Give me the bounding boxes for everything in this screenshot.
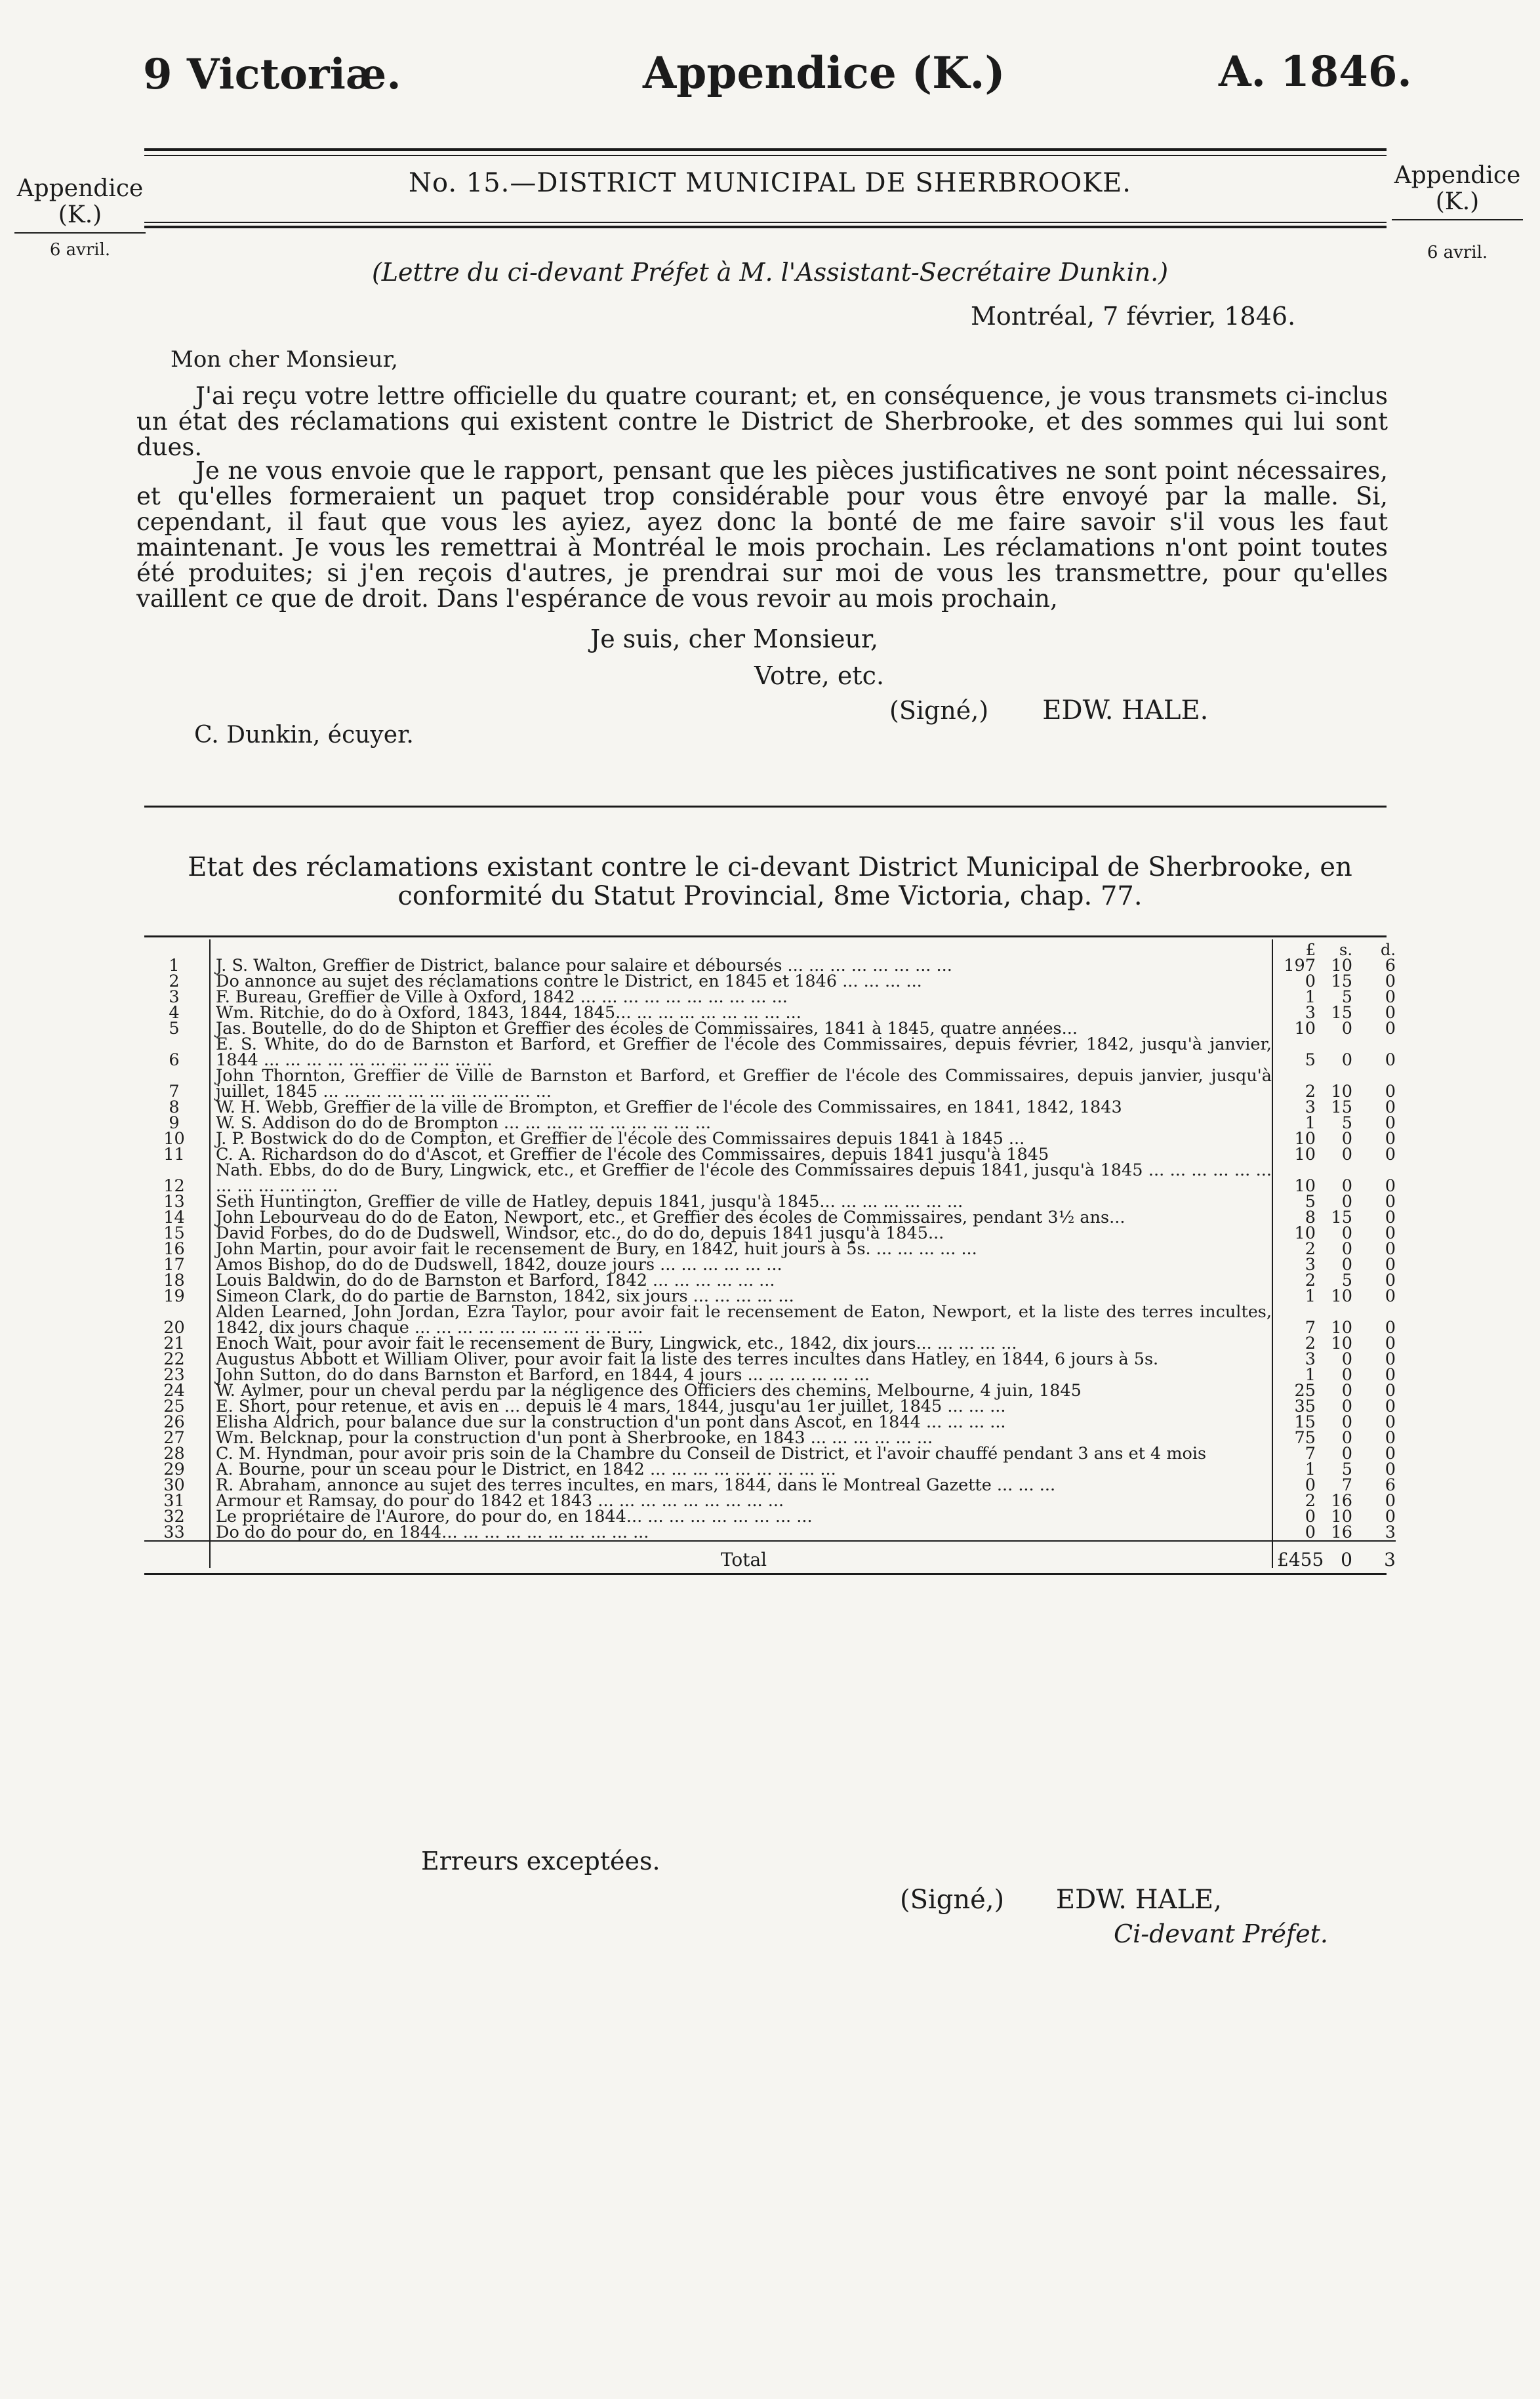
row-shillings: 0 [1341,1444,1352,1464]
row-number: 15 [144,1225,210,1241]
header-description-cell [210,939,1272,958]
table-rule-top [144,935,1387,937]
row-number: 3 [144,989,210,1005]
row-pence: 0 [1385,1318,1396,1338]
row-pence: 0 [1385,1349,1396,1369]
row-shillings: 0 [1341,1397,1352,1416]
row-number: 29 [144,1462,210,1477]
row-number: 11 [144,1147,210,1162]
row-shillings: 7 [1341,1475,1352,1495]
row-description-text: R. Abraham, annonce au sujet des terres incultes, en mars, 1844, dans le Montreal Gazette ... ... ... [216,1475,1056,1495]
row-number: 5 [144,1021,210,1036]
row-description-text: Enoch Wait, pour avoir fait le recensement de Bury, Lingwick, etc., 1842, dix jours... ... ... ... ... [216,1334,1017,1353]
row-description-text: W. H. Webb, Greffier de la ville de Brompton, et Greffier de l'école des Commissaires, en 1841, 1842, 1843 [216,1097,1122,1117]
margin-note-code: (K.) [1435,188,1480,215]
row-number: 13 [144,1194,210,1210]
margin-note-rule [1392,219,1523,220]
row-number: 19 [144,1288,210,1304]
title-rule-bottom [144,226,1387,228]
letter-date: Montréal, 7 février, 1846. [971,302,1296,331]
row-description-text: John Thornton, Greffier de Ville de Barnston et Barford, et Greffier de l'école des Commissaires, depuis janvier, jusqu'à juillet, 1845 ... ... ... ... ... ... ... ... ... ... ... [216,1066,1272,1101]
header-number-cell [144,939,210,958]
row-description-text: Le propriétaire de l'Aurore, do pour do, en 1844... ... ... ... ... ... ... ... ... [216,1507,813,1527]
row-pence: 0 [1385,1507,1396,1527]
row-description-text: Louis Baldwin, do do de Barnston et Barford, 1842 ... ... ... ... ... ... [216,1271,775,1290]
row-shillings: 10 [1331,1507,1352,1527]
row-description-text: C. M. Hyndman, pour avoir pris soin de la Chambre du Conseil de District, et l'avoir chauffé pendant 3 ans et 4 mois [216,1444,1207,1464]
row-pounds: 2 [1305,1334,1316,1353]
row-shillings: 0 [1341,1349,1352,1369]
row-shillings: 5 [1341,987,1352,1007]
row-pounds: 7 [1305,1444,1316,1464]
row-number: 8 [144,1099,210,1115]
row-pounds: 2 [1305,1082,1316,1101]
row-shillings: 10 [1331,1318,1352,1338]
row-pence: 0 [1385,1271,1396,1290]
row-number: 27 [144,1430,210,1446]
total-pence: 3 [1352,1541,1396,1568]
table-row [144,1162,1396,1194]
row-shillings: 0 [1341,1255,1352,1275]
margin-note-date: 6 avril. [49,240,111,260]
row-pence: 0 [1385,1428,1396,1448]
header-rule-top [144,148,1387,151]
table-row [144,1068,1396,1099]
row-pounds: 2 [1305,1239,1316,1259]
row-description-text: E. S. White, do do de Barnston et Barford, et Greffier de l'école des Commissaires, depuis février, 1842, jusqu'à janvier, 1844 ... ... ... ... ... ... ... ... ... ... ... [216,1035,1272,1070]
table-total-row [144,1541,1396,1568]
statement-heading: Etat des réclamations existant contre le ci-devant District Municipal de Sherbrooke, en conformité du Statut Provincial, 8me Victoria, chap. 77. [188,852,1352,911]
header-rule-top-thin [144,155,1387,156]
total-label [210,1541,1272,1568]
row-description-text: J. P. Bostwick do do de Compton, et Greffier de l'école des Commissaires depuis 1841 à 1845 ... [216,1129,1025,1149]
footer-signature [900,1885,1222,1915]
margin-note-label: Appendice [16,175,144,202]
row-shillings: 10 [1331,1286,1352,1306]
row-shillings: 0 [1341,1192,1352,1212]
row-pounds: 0 [1305,1475,1316,1495]
row-pounds: 3 [1305,1255,1316,1275]
row-pence: 0 [1385,1444,1396,1464]
row-pounds: 7 [1305,1318,1316,1338]
row-description [210,1036,1272,1068]
signatory-name: EDW. HALE, [1055,1885,1222,1915]
row-pounds: 10 [1294,1129,1316,1149]
table-row [144,1304,1396,1336]
row-shillings: 0 [1341,1223,1352,1243]
title-rule-bottom-thin [144,222,1387,223]
row-number: 25 [144,1399,210,1414]
row-shillings: 0 [1341,1129,1352,1149]
row-pounds: 10 [1294,1223,1316,1243]
running-header-left: 9 Victoriæ. [143,50,401,99]
row-pence: 0 [1385,1412,1396,1432]
row-shillings: 0 [1341,1365,1352,1385]
total-shillings: 0 [1316,1541,1352,1568]
paragraph-text: J'ai reçu votre lettre officielle du quatre courant; et, en conséquence, je vous transmets ci-inclus un état des réclamations qui existent contre le District de Sherbrooke, et des sommes qui lui sont dues. [136,382,1388,461]
row-pence: 0 [1385,1003,1396,1023]
row-pounds: 8 [1305,1208,1316,1227]
row-pounds: 197 [1284,956,1316,975]
row-number: 2 [144,974,210,989]
row-pence: 0 [1385,1365,1396,1385]
row-pence: 0 [1385,1192,1396,1212]
row-number: 14 [144,1210,210,1225]
row-description [210,1304,1272,1336]
row-number: 6 [144,1036,210,1068]
running-header-right: A. 1846. [1219,47,1412,96]
row-pounds: 5 [1305,1050,1316,1070]
row-description-text: Amos Bishop, do do de Dudswell, 1842, douze jours ... ... ... ... ... ... [216,1255,782,1275]
row-number: 1 [144,958,210,974]
table-rule-bottom [144,1573,1387,1575]
row-pence: 0 [1385,1129,1396,1149]
row-number: 24 [144,1383,210,1399]
row-number: 4 [144,1005,210,1021]
row-description [210,1162,1272,1194]
row-pence: 0 [1385,1019,1396,1038]
row-description-text: Augustus Abbott et William Oliver, pour avoir fait la liste des terres incultes dans Hatley, en 1844, 6 jours à 5s. [216,1349,1159,1369]
row-description-text: Do annonce au sujet des réclamations contre le District, en 1845 et 1846 ... ... ... ... [216,972,922,991]
row-description-text: Elisha Aldrich, pour balance due sur la construction d'un pont dans Ascot, en 1844 ... ... ... ... [216,1412,1006,1432]
row-shillings: 0 [1341,1428,1352,1448]
row-shillings: 0 [1341,1412,1352,1432]
row-shillings: 0 [1341,1145,1352,1164]
row-pounds: 10 [1294,1176,1316,1196]
row-number: 21 [144,1336,210,1351]
row-pence: 3 [1385,1523,1396,1542]
row-pounds: 1 [1305,1460,1316,1479]
row-description-text: F. Bureau, Greffier de Ville à Oxford, 1842 ... ... ... ... ... ... ... ... ... ... [216,987,788,1007]
row-number: 17 [144,1257,210,1273]
row-shillings: 15 [1331,972,1352,991]
row-pounds: 10 [1294,1145,1316,1164]
letter-recipient: C. Dunkin, écuyer. [194,722,414,748]
row-shillings: 16 [1331,1523,1352,1542]
header-shillings: s. [1339,941,1352,959]
row-description-text: John Sutton, do do dans Barnston et Barford, en 1844, 4 jours ... ... ... ... ... ... [216,1365,870,1385]
row-pounds: 0 [1305,1523,1316,1542]
margin-note-left [14,176,146,260]
row-number: 20 [144,1304,210,1336]
row-pence: 0 [1385,987,1396,1007]
section-rule [144,806,1387,808]
table-header-row [144,939,1396,958]
row-description-text: David Forbes, do do de Dudswell, Windsor, etc., do do do, depuis 1841 jusqu'à 1845... [216,1223,944,1243]
signed-label: (Signé,) [889,696,989,725]
row-number: 10 [144,1131,210,1147]
row-shillings: 15 [1331,1208,1352,1227]
row-number: 18 [144,1273,210,1288]
row-description-text: Wm. Belcknap, pour la construction d'un pont à Sherbrooke, en 1843 ... ... ... ... ... ... [216,1428,933,1448]
row-number: 7 [144,1068,210,1099]
claims-table-wrapper [144,939,1396,1568]
row-shillings: 10 [1331,1082,1352,1101]
row-pounds: 1 [1305,1286,1316,1306]
row-pence: 0 [1385,1381,1396,1401]
row-pounds: 0 [1305,972,1316,991]
row-number: 28 [144,1446,210,1462]
row-description-text: C. A. Richardson do do d'Ascot, et Greffier de l'école des Commissaires, depuis 1841 jusqu'à 1845 [216,1145,1049,1164]
row-pounds: 3 [1305,1003,1316,1023]
row-description-text: Armour et Ramsay, do pour do 1842 et 1843 ... ... ... ... ... ... ... ... ... [216,1491,784,1511]
row-pounds: 35 [1294,1397,1316,1416]
row-shillings: 0 [1341,1381,1352,1401]
claims-table [144,939,1396,1568]
row-shillings: 5 [1341,1460,1352,1479]
margin-note-right [1392,163,1523,262]
row-description-text: W. S. Addison do do de Brompton ... ... ... ... ... ... ... ... ... ... [216,1113,712,1133]
row-description-text: Nath. Ebbs, do do de Bury, Lingwick, etc., et Greffier de l'école des Commissaires depuis 1841, jusqu'à 1845 ... ... ... ... ... ... ... ... ... ... ... ... [216,1160,1272,1196]
row-pence: 0 [1385,1145,1396,1164]
row-pence: 0 [1385,1208,1396,1227]
row-number: 23 [144,1367,210,1383]
row-shillings: 5 [1341,1271,1352,1290]
row-description-text: E. Short, pour retenue, et avis en ... depuis le 4 mars, 1844, jusqu'au 1er juillet, 1845 ... ... ... [216,1397,1006,1416]
row-pence: 0 [1385,1082,1396,1101]
signatory-title: Ci-devant Préfet. [1114,1919,1328,1948]
row-pounds: 1 [1305,987,1316,1007]
margin-note-code: (K.) [58,201,102,228]
row-pence: 0 [1385,1239,1396,1259]
margin-note-rule [14,232,146,234]
signatory-name: EDW. HALE. [1042,695,1209,726]
margin-note-date: 6 avril. [1427,243,1488,262]
row-description-text: Alden Learned, John Jordan, Ezra Taylor, pour avoir fait le recensement de Eaton, Newport, et la liste des terres incultes, 1842, dix jours chaque ... ... ... ... ... ... ... ... ... ... ... [216,1302,1272,1338]
row-pence: 0 [1385,1460,1396,1479]
row-number: 32 [144,1509,210,1525]
row-pence: 0 [1385,1491,1396,1511]
row-pence: 0 [1385,1255,1396,1275]
row-number: 9 [144,1115,210,1131]
row-pounds: 2 [1305,1491,1316,1511]
row-shillings: 15 [1331,1097,1352,1117]
row-shillings: 0 [1341,1239,1352,1259]
row-pounds: 75 [1294,1428,1316,1448]
closing-line-1: Je suis, cher Monsieur, [590,625,879,653]
row-pence: 0 [1385,1223,1396,1243]
letter-salutation: Mon cher Monsieur, [171,346,398,373]
row-pounds: 0 [1305,1507,1316,1527]
row-number: 12 [144,1162,210,1194]
row-pence: 0 [1385,1050,1396,1070]
table-row [144,1525,1396,1541]
row-pence: 0 [1385,1113,1396,1133]
row-pounds: 1 [1305,1113,1316,1133]
row-description [210,1068,1272,1099]
row-shillings: 15 [1331,1003,1352,1023]
row-pence: 6 [1385,1475,1396,1495]
row-pounds: 3 [1305,1349,1316,1369]
row-description-text: J. S. Walton, Greffier de District, balance pour salaire et déboursés ... ... ... ... ... ... ... ... [216,956,952,975]
row-description-text: Jas. Boutelle, do do de Shipton et Greffier des écoles de Commissaires, 1841 à 1845, quatre années... [216,1019,1078,1038]
letter-paragraph-1 [136,383,1388,460]
row-shillings: 10 [1331,1334,1352,1353]
header-pounds: £ [1305,941,1316,959]
row-pence: 6 [1385,956,1396,975]
total-number-cell [144,1541,210,1568]
letter-subtitle: (Lettre du ci-devant Préfet à M. l'Assistant-Secrétaire Dunkin.) [371,258,1169,287]
row-number: 26 [144,1414,210,1430]
row-pounds: 25 [1294,1381,1316,1401]
signed-label: (Signé,) [900,1885,1005,1915]
row-pounds: 15 [1294,1412,1316,1432]
row-description [210,1525,1272,1541]
row-number: 33 [144,1525,210,1541]
row-shillings: 0 [1341,1050,1352,1070]
row-shillings: 5 [1341,1113,1352,1133]
table-row [144,1036,1396,1068]
row-shillings: 0 [1341,1019,1352,1038]
header-pence: d. [1381,941,1396,959]
row-pence: 0 [1385,1334,1396,1353]
closing-line-2: Votre, etc. [754,661,885,690]
row-pounds: 5 [1305,1192,1316,1212]
errors-excepted: Erreurs exceptées. [421,1847,660,1876]
row-number: 16 [144,1241,210,1257]
row-description-text: W. Aylmer, pour un cheval perdu par la négligence des Officiers des chemins, Melbourne, 4 juin, 1845 [216,1381,1082,1401]
total-label-text: Total [720,1549,767,1570]
row-description-text: A. Bourne, pour un sceau pour le District, en 1842 ... ... ... ... ... ... ... ... ... [216,1460,836,1479]
row-pence: 0 [1385,1097,1396,1117]
row-pence: 0 [1385,1286,1396,1306]
row-pounds: 2 [1305,1271,1316,1290]
row-description-text: John Martin, pour avoir fait le recensement de Bury, en 1842, huit jours à 5s. ... ... ... ... ... [216,1239,977,1259]
row-pounds: 3 [1305,1097,1316,1117]
row-shillings: 16 [1331,1491,1352,1511]
row-description-text: John Lebourveau do do de Eaton, Newport, etc., et Greffier des écoles de Commissaires, pendant 3½ ans... [216,1208,1125,1227]
row-pence: 0 [1385,1397,1396,1416]
row-number: 22 [144,1351,210,1367]
document-title: No. 15.—DISTRICT MUNICIPAL DE SHERBROOKE. [408,168,1132,198]
row-description-text: Seth Huntington, Greffier de ville de Hatley, depuis 1841, jusqu'à 1845... ... ... ... ... ... ... [216,1192,963,1212]
row-description-text: Wm. Ritchie, do do à Oxford, 1843, 1844, 1845... ... ... ... ... ... ... ... ... [216,1003,801,1023]
row-pounds: 1 [1305,1365,1316,1385]
row-number: 31 [144,1493,210,1509]
row-shillings: 0 [1341,1176,1352,1196]
row-pence: 0 [1385,972,1396,991]
running-header-center: Appendice (K.) [643,47,1005,98]
row-number: 30 [144,1477,210,1493]
row-shillings: 10 [1331,956,1352,975]
total-pounds: £455 [1272,1541,1316,1568]
closing-signature [889,695,1208,726]
letter-paragraph-2 [136,458,1388,611]
row-description-text: Simeon Clark, do do partie de Barnston, 1842, six jours ... ... ... ... ... [216,1286,794,1306]
row-description-text: Do do do pour do, en 1844... ... ... ... ... ... ... ... ... ... [216,1523,649,1542]
paragraph-text: Je ne vous envoie que le rapport, pensant que les pièces justificatives ne sont point nécessaires, et qu'elles formeraient un paquet trop considérable pour vous être envoyé par la malle. Si, cependant, il faut que vous les ayiez, ayez donc la bonté de me faire savoir s'il vous les faut maintenant. Je vous les remettrai à Montréal le mois prochain. Les réclamations n'ont point toutes été produites; si j'en reçois d'autres, je prendrai sur moi de vous les transmettre, pour qu'elles vaillent ce que de droit. Dans l'espérance de vous revoir au mois prochain, [136,457,1388,613]
margin-note-label: Appendice [1394,162,1521,189]
row-pence: 0 [1385,1176,1396,1196]
row-pounds: 10 [1294,1019,1316,1038]
